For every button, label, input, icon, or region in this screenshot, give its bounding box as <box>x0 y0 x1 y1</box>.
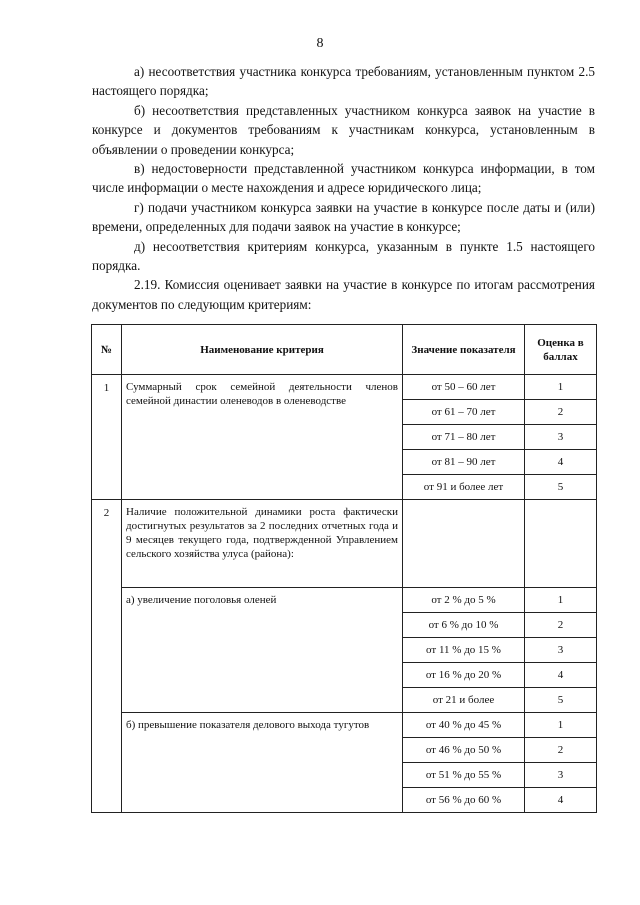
score-cell: 1 <box>525 588 597 613</box>
value-cell: от 16 % до 20 % <box>403 663 525 688</box>
subcriterion-b-name: б) превышение показателя делового выхода тугутов <box>122 713 403 813</box>
value-cell: от 51 % до 55 % <box>403 763 525 788</box>
value-cell: от 2 % до 5 % <box>403 588 525 613</box>
page-number: 8 <box>316 36 324 51</box>
paragraph-g: г) подачи участником конкурса заявки на участие в конкурсе после даты и (или) времени, определенных для подачи заявок на участие в конкурсе; <box>92 199 595 235</box>
header-value: Значение показателя <box>403 325 525 375</box>
header-score: Оценка в баллах <box>525 325 597 375</box>
table-row <box>92 713 597 738</box>
score-cell: 3 <box>525 425 597 450</box>
value-cell: от 81 – 90 лет <box>403 450 525 475</box>
score-cell: 2 <box>525 613 597 638</box>
table-row <box>92 588 597 613</box>
value-cell: от 6 % до 10 % <box>403 613 525 638</box>
value-cell: от 21 и более <box>403 688 525 713</box>
paragraph-v: в) недостоверности представленной участником конкурса информации, в том числе информации о месте нахождения и адресе юридического лица; <box>92 161 595 196</box>
criteria-table <box>91 324 597 813</box>
paragraph-2-19: 2.19. Комиссия оценивает заявки на участие в конкурсе по итогам рассмотрения документов по следующим критериям: <box>92 277 595 312</box>
empty-cell <box>403 500 525 588</box>
paragraph-b: б) несоответствия представленных участником конкурса заявок на участие в конкурсе и документов требованиям к участникам конкурса, установленным в объявлении о проведении конкурса; <box>92 102 595 157</box>
header-num: № <box>92 325 122 375</box>
criterion-1-name: Суммарный срок семейной деятельности членов семейной династии оленеводов в оленеводстве <box>122 375 403 500</box>
table-header-row <box>92 325 597 375</box>
table-row <box>92 500 597 588</box>
score-cell: 4 <box>525 450 597 475</box>
score-cell: 4 <box>525 663 597 688</box>
score-cell: 4 <box>525 788 597 813</box>
value-cell: от 61 – 70 лет <box>403 400 525 425</box>
empty-cell <box>525 500 597 588</box>
score-cell: 1 <box>525 375 597 400</box>
criterion-2-num: 2 <box>92 500 122 813</box>
criterion-1-num: 1 <box>92 375 122 500</box>
score-cell: 2 <box>525 400 597 425</box>
paragraph-a: а) несоответствия участника конкурса требованиям, установленным пунктом 2.5 настоящего порядка; <box>92 64 595 99</box>
value-cell: от 40 % до 45 % <box>403 713 525 738</box>
score-cell: 5 <box>525 475 597 500</box>
paragraph-d: д) несоответствия критериям конкурса, указанным в пункте 1.5 настоящего порядка. <box>92 238 595 274</box>
value-cell: от 46 % до 50 % <box>403 738 525 763</box>
criterion-2-name: Наличие положительной динамики роста фактически достигнутых результатов за 2 последних отчетных года и 9 месяцев текущего года, подтвержденной Управлением сельского хозяйства улуса (района): <box>122 500 403 588</box>
value-cell: от 50 – 60 лет <box>403 375 525 400</box>
value-cell: от 91 и более лет <box>403 475 525 500</box>
value-cell: от 56 % до 60 % <box>403 788 525 813</box>
value-cell: от 11 % до 15 % <box>403 638 525 663</box>
table-row <box>92 375 597 400</box>
score-cell: 2 <box>525 738 597 763</box>
header-name: Наименование критерия <box>122 325 403 375</box>
score-cell: 5 <box>525 688 597 713</box>
value-cell: от 71 – 80 лет <box>403 425 525 450</box>
score-cell: 3 <box>525 763 597 788</box>
score-cell: 1 <box>525 713 597 738</box>
subcriterion-a-name: а) увеличение поголовья оленей <box>122 588 403 713</box>
body-text <box>92 62 595 314</box>
score-cell: 3 <box>525 638 597 663</box>
